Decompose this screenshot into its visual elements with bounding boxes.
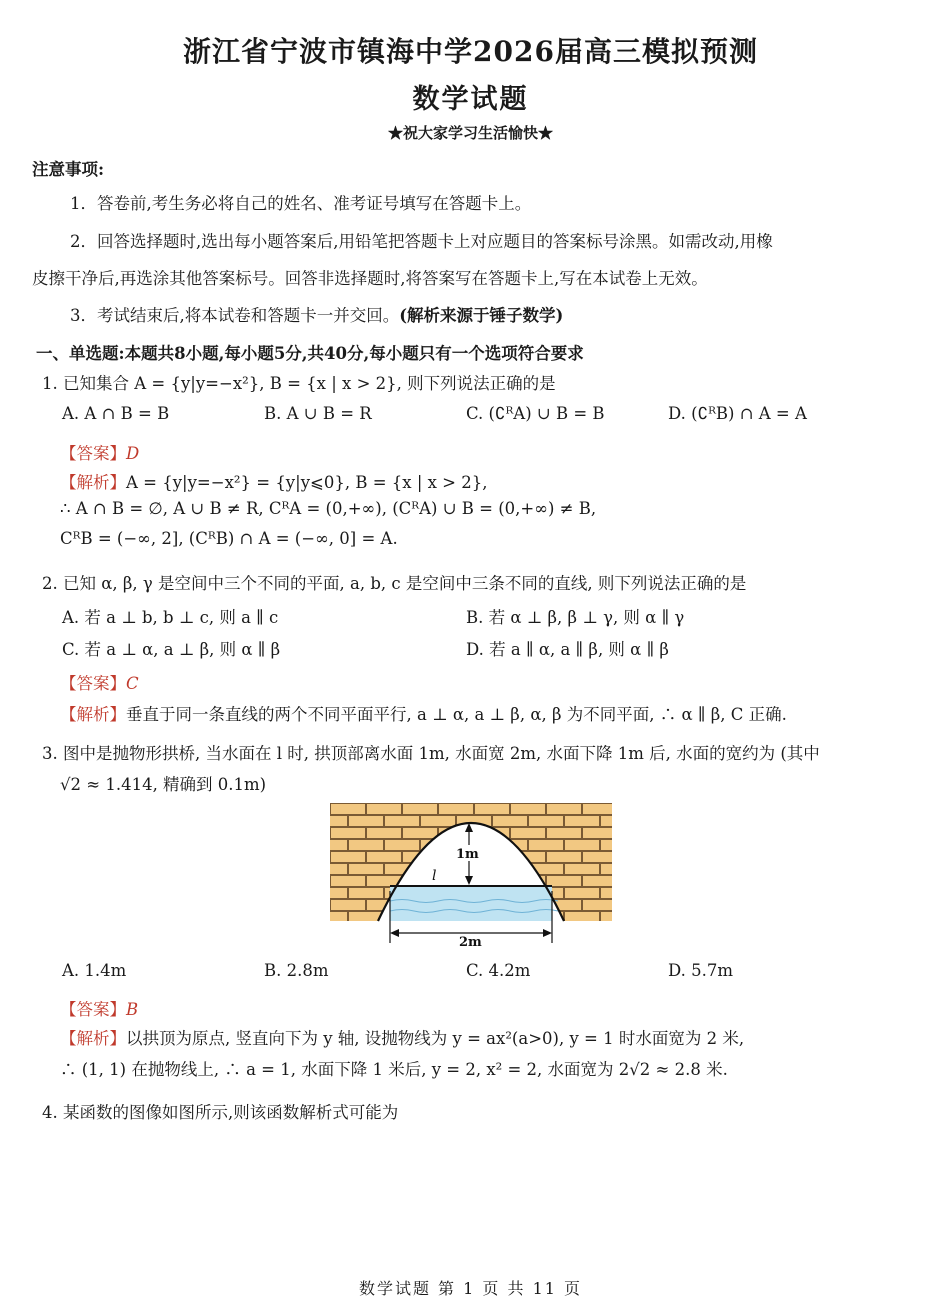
arrow-right-icon xyxy=(543,929,552,937)
notice-heading: 注意事项: xyxy=(32,160,105,179)
q2-answer xyxy=(60,670,139,694)
q3-analysis-tag: 【解析】 xyxy=(60,1029,126,1048)
notice-item-2-line2: 皮擦干净后,再选涂其他答案标号。回答非选择题时,将答案写在答题卡上,写在本试卷上无效。 xyxy=(32,269,708,288)
q2-stem: 2. 已知 α, β, γ 是空间中三个不同的平面, a, b, c 是空间中三条不同的直线, 则下列说法正确的是 xyxy=(42,574,747,593)
q3-stem-line1: 3. 图中是抛物形拱桥, 当水面在 l 时, 拱顶部离水面 1m, 水面宽 2m, 水面下降 1m 后, 水面的宽约为 (其中 xyxy=(42,744,820,763)
q2-option-a: A. 若 a ⊥ b, b ⊥ c, 则 a ∥ c xyxy=(62,608,279,627)
q2-option-b: B. 若 α ⊥ β, β ⊥ γ, 则 α ∥ γ xyxy=(466,608,685,627)
q2-analysis-text1: 垂直于同一条直线的两个不同平面平行, a ⊥ α, a ⊥ β, α, β 为不同平面, ∴ α ∥ β, C 正确. xyxy=(126,705,787,724)
notice-item-3-text: 3．考试结束后,将本试卷和答题卡一并交回。 xyxy=(70,306,400,325)
q3-option-b: B. 2.8m xyxy=(264,961,329,980)
notice-item-3 xyxy=(70,302,563,326)
arrow-left-icon xyxy=(390,929,399,937)
section-heading: 一、单选题:本题共8小题,每小题5分,共40分,每小题只有一个选项符合要求 xyxy=(36,344,584,363)
q3-analysis-line2: ∴ (1, 1) 在抛物线上, ∴ a = 1, 水面下降 1 米后, y = 2, x² = 2, 水面宽为 2√2 ≈ 2.8 米. xyxy=(60,1060,728,1079)
notice-item-3-note: (解析来源于锤子数学) xyxy=(399,306,564,325)
q1-answer xyxy=(60,440,139,464)
width-label: 2m xyxy=(459,935,482,949)
q2-analysis-tag: 【解析】 xyxy=(60,705,126,724)
notice-item-1: 1．答卷前,考生务必将自己的姓名、准考证号填写在答题卡上。 xyxy=(70,194,532,213)
q3-answer-value: B xyxy=(126,1000,139,1019)
water-area xyxy=(390,886,552,921)
q3-analysis-text1: 以拱顶为原点, 竖直向下为 y 轴, 设抛物线为 y = ax²(a>0), y = 1 时水面宽为 2 米, xyxy=(126,1029,745,1048)
q1-answer-value: D xyxy=(126,444,140,463)
arch-bridge-figure xyxy=(330,803,612,949)
q2-answer-value: C xyxy=(126,674,139,693)
q1-option-c: C. (∁ᴿA) ∪ B = B xyxy=(466,404,605,423)
q3-answer xyxy=(60,996,138,1020)
q3-option-a: A. 1.4m xyxy=(62,961,127,980)
page-footer: 数学试题 第 1 页 共 11 页 xyxy=(358,1279,583,1298)
q1-analysis-text1: A = {y|y=−x²} = {y|y⩽0}, B = {x | x > 2}, xyxy=(126,473,488,492)
q3-answer-tag: 【答案】 xyxy=(60,1000,126,1019)
water-line-label: l xyxy=(432,868,437,884)
q1-stem: 1. 已知集合 A = {y|y=−x²}, B = {x | x > 2}, 则下列说法正确的是 xyxy=(42,374,556,393)
q1-option-b: B. A ∪ B = R xyxy=(264,404,372,423)
subject-title: 数学试题 xyxy=(412,84,529,115)
q2-option-d: D. 若 a ∥ α, a ∥ β, 则 α ∥ β xyxy=(466,640,669,659)
q1-analysis-tag: 【解析】 xyxy=(60,473,126,492)
slogan: ★祝大家学习生活愉快★ xyxy=(387,124,553,142)
q4-stem: 4. 某函数的图像如图所示,则该函数解析式可能为 xyxy=(42,1103,399,1122)
q3-option-c: C. 4.2m xyxy=(466,961,531,980)
q1-analysis-line2: ∴ A ∩ B = ∅, A ∪ B ≠ R, CᴿA = (0,+∞), (CᴿA) ∪ B = (0,+∞) ≠ B, xyxy=(60,499,597,518)
q1-option-a: A. A ∩ B = B xyxy=(62,404,170,423)
q2-option-c: C. 若 a ⊥ α, a ⊥ β, 则 α ∥ β xyxy=(62,640,281,659)
q1-option-d: D. (∁ᴿB) ∩ A = A xyxy=(668,404,807,423)
q1-answer-tag: 【答案】 xyxy=(60,444,126,463)
q3-stem-line2: √2 ≈ 1.414, 精确到 0.1m) xyxy=(60,775,267,794)
q1-analysis-line1 xyxy=(60,469,487,493)
q1-analysis-line3: CᴿB = (−∞, 2], (CᴿB) ∩ A = (−∞, 0] = A. xyxy=(60,529,398,548)
q3-analysis-line1 xyxy=(60,1025,744,1049)
q3-option-d: D. 5.7m xyxy=(668,961,734,980)
q2-answer-tag: 【答案】 xyxy=(60,674,126,693)
height-label: 1m xyxy=(456,847,479,862)
notice-item-2-line1: 2．回答选择题时,选出每小题答案后,用铅笔把答题卡上对应题目的答案标号涂黑。如需改动,用橡 xyxy=(70,232,773,251)
q2-analysis-line1 xyxy=(60,701,787,725)
page-title: 浙江省宁波市镇海中学2026届高三模拟预测 xyxy=(183,35,758,68)
